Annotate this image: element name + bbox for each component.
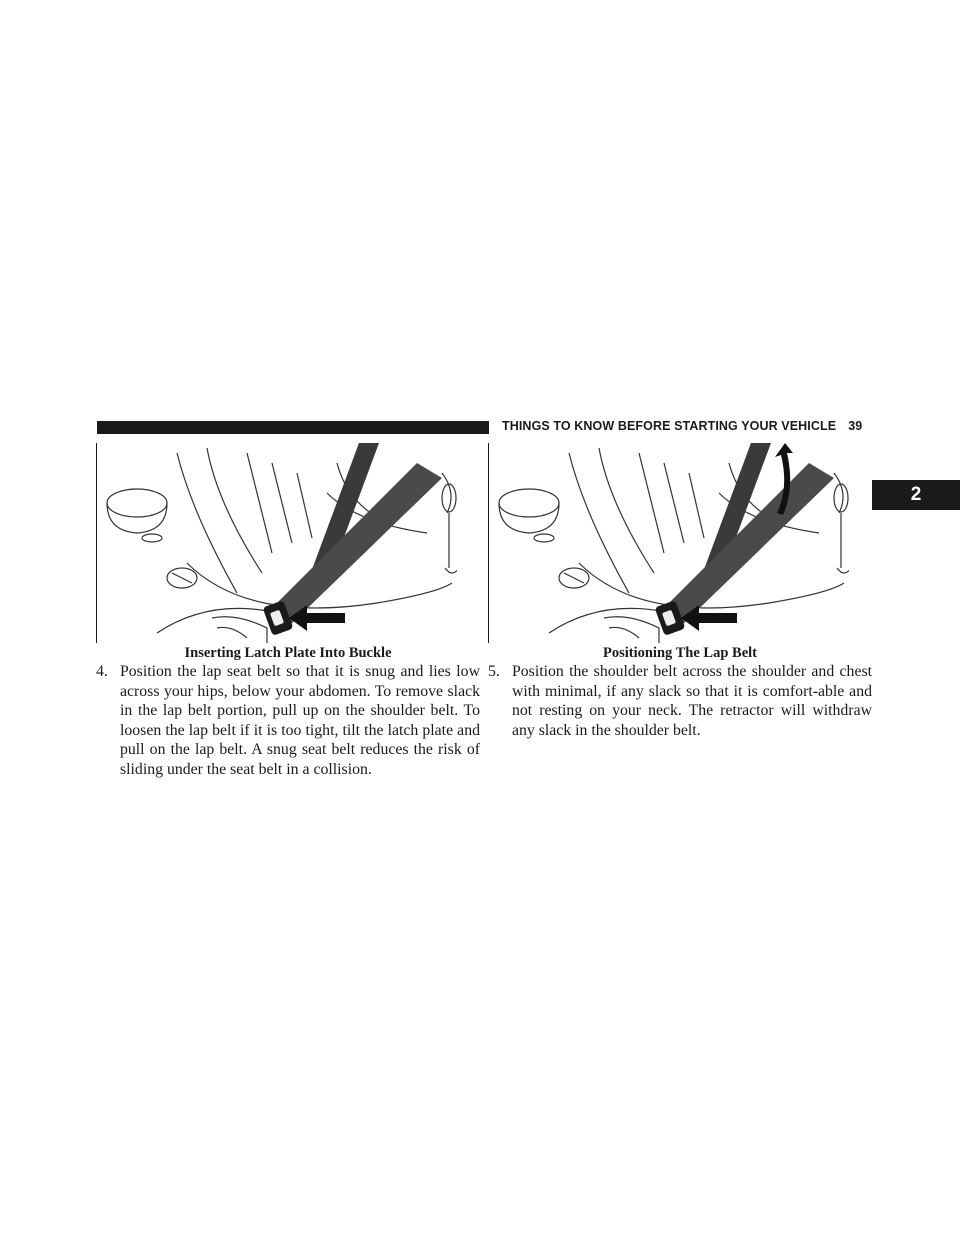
lap-belt-illustration (489, 443, 849, 643)
figure-positioning-lap-belt (488, 443, 849, 643)
section-title: THINGS TO KNOW BEFORE STARTING YOUR VEHICLE (502, 419, 837, 433)
instruction-step (488, 662, 872, 740)
header-rule (97, 421, 489, 434)
figure-caption: Positioning The Lap Belt (602, 645, 758, 661)
figure-inserting-latch-plate (96, 443, 457, 643)
step-number: 4. (96, 663, 108, 680)
step-text: Position the shoulder belt across the shoulder and chest with minimal, if any slack so that it is comfort-able and not resting on your neck. The retractor will withdraw any slack in the shoulder belt. (512, 663, 872, 739)
figure-caption: Inserting Latch Plate Into Buckle (184, 645, 392, 661)
running-header (502, 419, 862, 433)
step-text: Position the lap seat belt so that it is snug and lies low across your hips, below your abdomen. To remove slack in the lap belt portion, pull up on the shoulder belt. To loosen the lap belt if it is too tight, tilt the latch plate and pull on the lap belt. A snug seat belt reduces the risk of sliding under the seat belt in a collision. (120, 663, 480, 778)
page-number: 39 (848, 419, 863, 433)
instruction-step (96, 662, 480, 780)
step-number: 5. (488, 663, 500, 680)
chapter-tab: 2 (872, 480, 960, 510)
seat-belt-illustration (97, 443, 457, 643)
